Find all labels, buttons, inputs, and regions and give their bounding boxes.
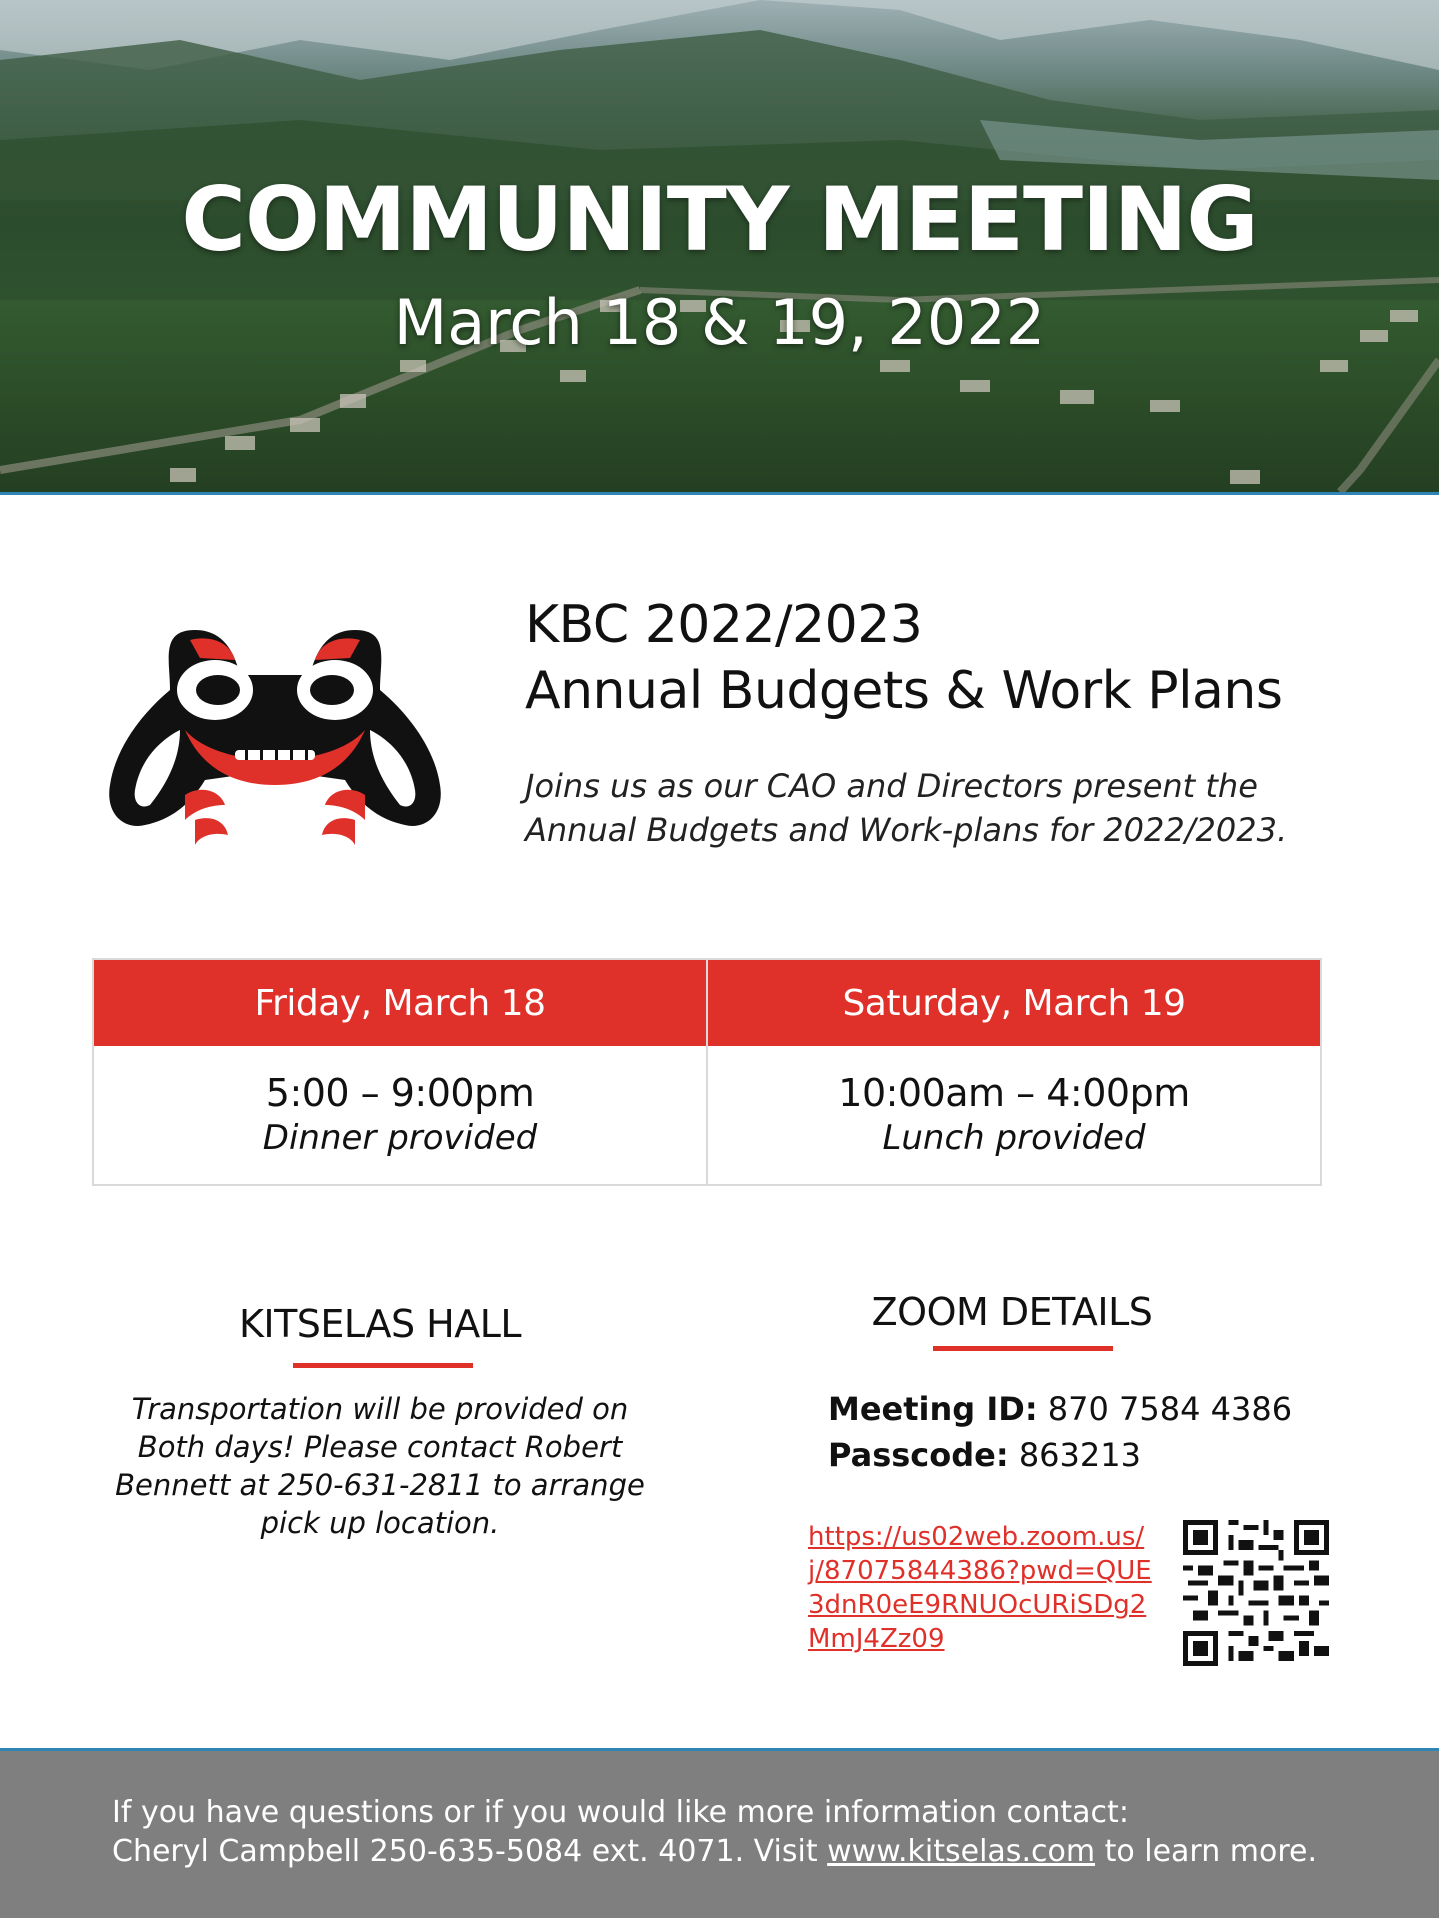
qr-code-icon[interactable] <box>1183 1520 1329 1666</box>
location-heading: KITSELAS HALL <box>238 1302 522 1346</box>
location-heading-rule <box>293 1363 473 1368</box>
passcode-label: Passcode: <box>828 1436 1009 1474</box>
hero-banner <box>0 0 1439 495</box>
footer-suffix: to learn more. <box>1095 1834 1318 1869</box>
budget-heading <box>525 592 1385 724</box>
event-date: March 18 & 19, 2022 <box>393 286 1046 359</box>
passcode-value: 863213 <box>1018 1436 1141 1474</box>
schedule-note: Dinner provided <box>262 1118 538 1158</box>
intro-text-line2: Annual Budgets and Work-plans for 2022/2023. <box>525 811 1288 849</box>
website-link[interactable]: www.kitselas.com <box>827 1834 1096 1869</box>
zoom-heading: ZOOM DETAILS <box>871 1290 1153 1334</box>
footer-text <box>112 1793 1317 1871</box>
passcode <box>828 1436 1141 1474</box>
footer-contact: Cheryl Campbell 250-635-5084 ext. 4071. Visit <box>112 1834 828 1869</box>
intro-text-line1: Joins us as our CAO and Directors present the <box>525 767 1258 805</box>
schedule-time: 5:00 – 9:00pm <box>265 1071 535 1115</box>
zoom-meeting-link[interactable]: https://us02web.zoom.us/j/87075844386?pwd=QUE3dnR0eE9RNUOcURiSDg2MmJ4Zz09 <box>808 1522 1152 1654</box>
footer-line2 <box>112 1832 1317 1871</box>
intro-text <box>525 764 1385 852</box>
zoom-heading-rule <box>933 1346 1113 1351</box>
schedule-table <box>92 958 1322 1186</box>
schedule-day-saturday <box>706 960 1320 1184</box>
schedule-day-friday <box>94 960 706 1184</box>
location-text: Transportation will be provided on Both days! Please contact Robert Bennett at 250-631-2811 to arrange pick up location. <box>115 1392 645 1540</box>
budget-heading-line2: Annual Budgets & Work Plans <box>525 661 1283 721</box>
schedule-day-header: Saturday, March 19 <box>708 960 1320 1046</box>
schedule-note: Lunch provided <box>882 1118 1146 1158</box>
footer-bar <box>0 1748 1439 1918</box>
meeting-id-value: 870 7584 4386 <box>1047 1390 1293 1428</box>
budget-heading-line1: KBC 2022/2023 <box>525 595 923 655</box>
meeting-id <box>828 1390 1292 1428</box>
page-title: COMMUNITY MEETING <box>181 168 1258 271</box>
footer-line1: If you have questions or if you would like more information contact: <box>112 1795 1129 1830</box>
schedule-time: 10:00am – 4:00pm <box>838 1071 1190 1115</box>
meeting-id-label: Meeting ID: <box>828 1390 1038 1428</box>
schedule-day-header: Friday, March 18 <box>94 960 706 1046</box>
frog-formline-logo-icon <box>100 620 450 850</box>
